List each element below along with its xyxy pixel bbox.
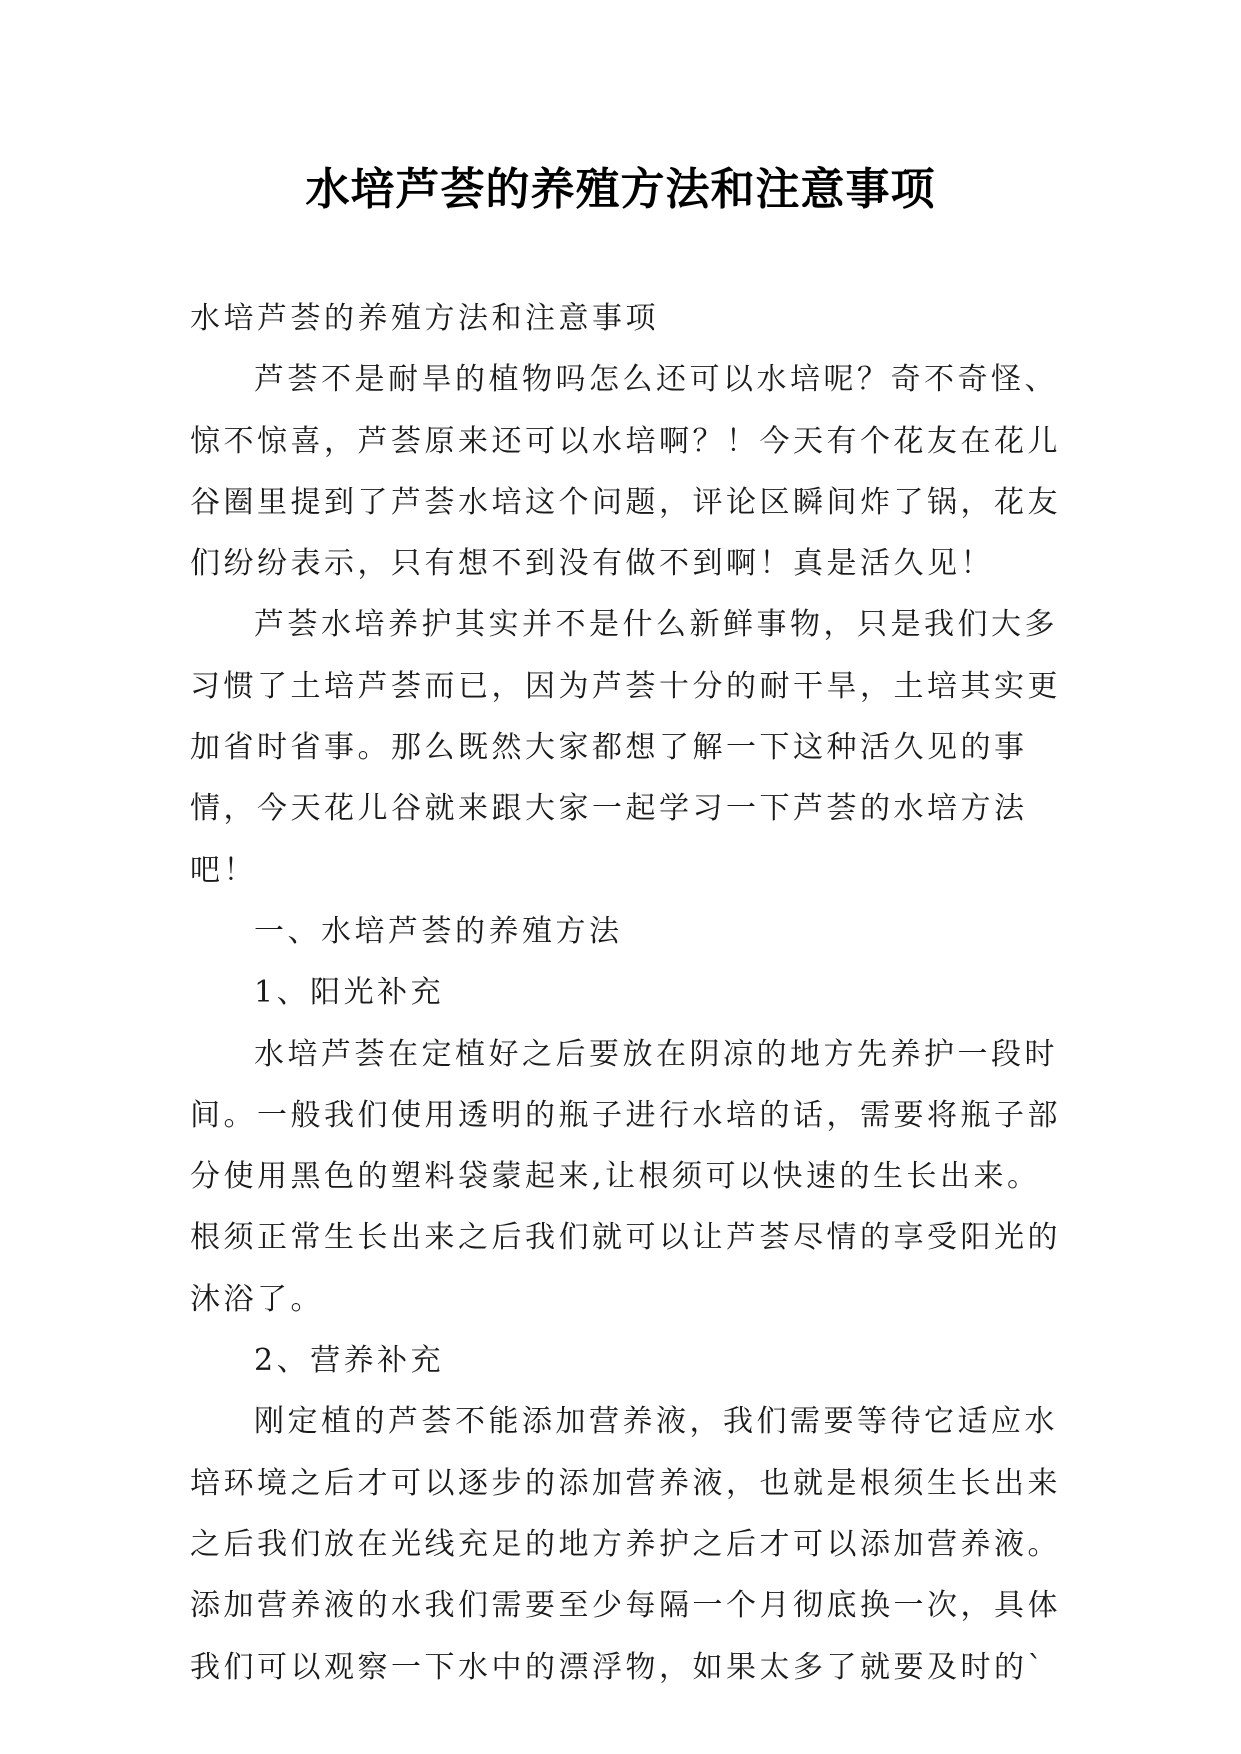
paragraph-background: 芦荟水培养护其实并不是什么新鲜事物，只是我们大多习惯了土培芦荟而已，因为芦荟十分的耐干旱，土培其实更加省时省事。那么既然大家都想了解一下这种活久见的事情，今天花儿谷就来跟大家一起学习一下芦荟的水培方法吧！ [190,607,1061,888]
heading-nutrition: 2、营养补充 [254,1343,445,1379]
paragraph-nutrition: 刚定植的芦荟不能添加营养液，我们需要等待它适应水培环境之后才可以逐步的添加营养液，也就是根须生长出来之后我们放在光线充足的地方养护之后才可以添加营养液。添加营养液的水我们需要至少每隔一个月彻底换一次，具体我们可以观察一下水中的漂浮物，如果太多了就要及时的` [190,1404,1061,1685]
heading-sunlight: 1、阳光补充 [254,975,445,1011]
document-body [190,288,1070,1698]
section-heading: 水培芦荟的养殖方法和注意事项 [190,301,659,336]
page-title: 水培芦荟的养殖方法和注意事项 [305,164,936,215]
paragraph-sunlight: 水培芦荟在定植好之后要放在阴凉的地方先养护一段时间。一般我们使用透明的瓶子进行水培的话，需要将瓶子部分使用黑色的塑料袋蒙起来,让根须可以快速的生长出来。根须正常生长出来之后我们就可以让芦荟尽情的享受阳光的沐浴了。 [190,1036,1061,1317]
paragraph-intro: 芦荟不是耐旱的植物吗怎么还可以水培呢？奇不奇怪、惊不惊喜，芦荟原来还可以水培啊？！今天有个花友在花儿谷圈里提到了芦荟水培这个问题，评论区瞬间炸了锅，花友们纷纷表示，只有想不到没有做不到啊！真是活久见！ [190,362,1061,582]
heading-methods: 一、水培芦荟的养殖方法 [254,913,623,949]
